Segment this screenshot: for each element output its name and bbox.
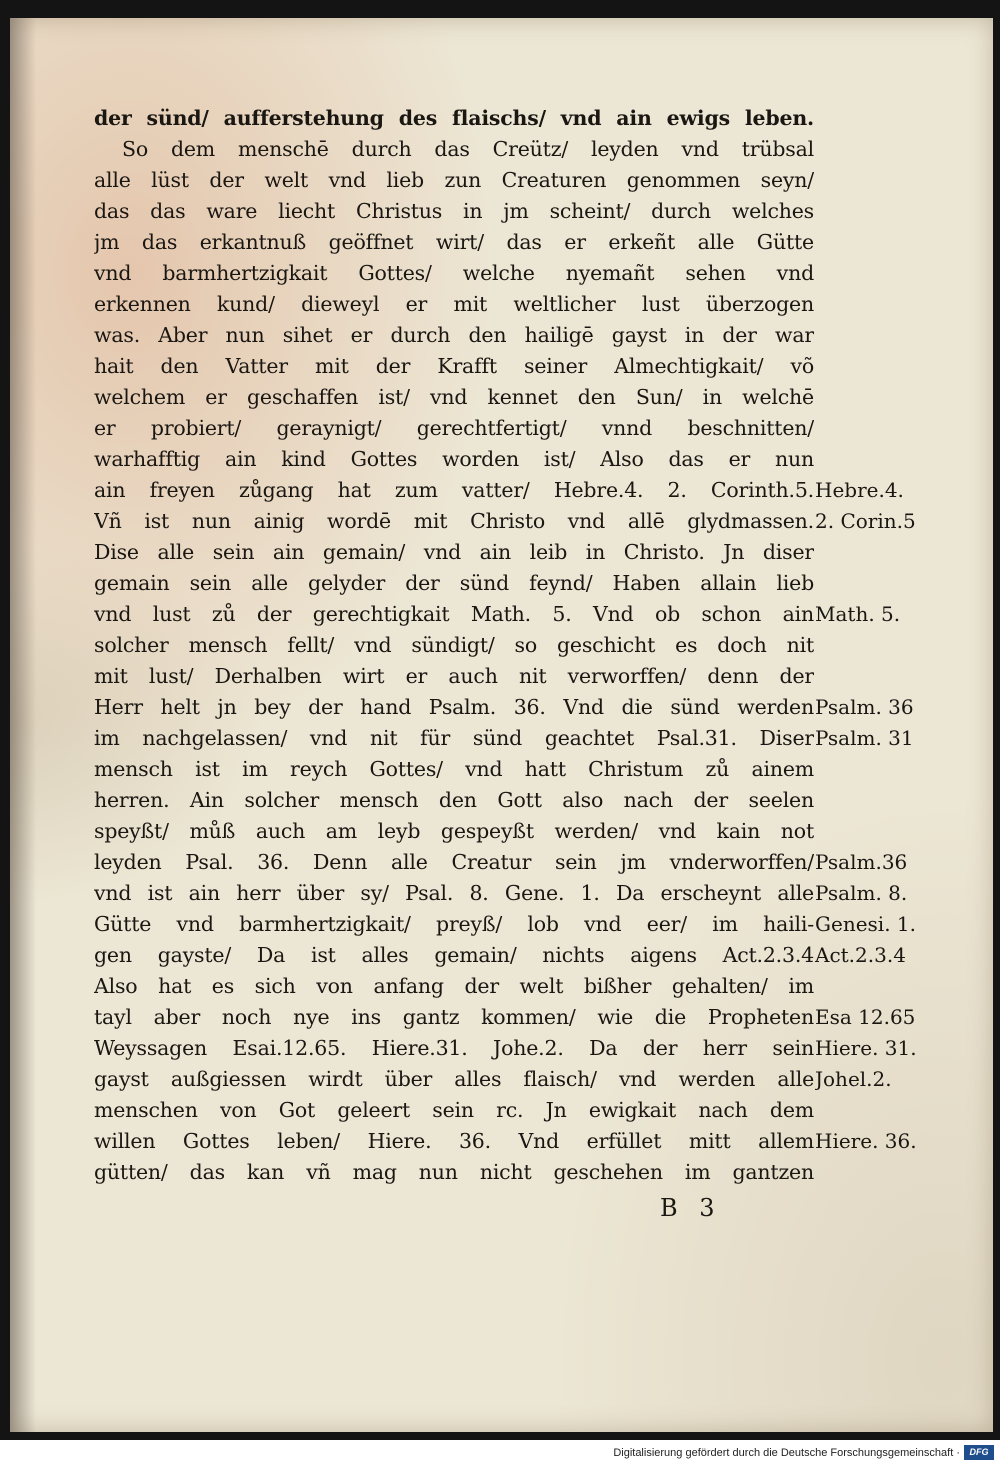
text-line: So dem menschē durch das Creütz/ leyden vnd trübsal xyxy=(122,137,814,161)
marginal-note: Psalm. 36 xyxy=(815,695,914,719)
text-line: vnd barmhertzigkait Gottes/ welche nyemañt sehen vnd xyxy=(94,261,814,285)
text-line: speyßt/ můß auch am leyb gespeyßt werden/ vnd kain not xyxy=(94,819,814,843)
marginal-note: Hebre.4. xyxy=(815,478,904,502)
text-line: hait den Vatter mit der Krafft seiner Almechtigkait/ võ xyxy=(94,354,814,378)
marginal-note: Johel.2. xyxy=(815,1067,892,1091)
text-line: im nachgelassen/ vnd nit für sünd geachtet Psal.31. Diser xyxy=(94,726,814,750)
text-line: menschen von Got geleert sein rc. Jn ewigkait nach dem xyxy=(94,1098,814,1122)
dfg-logo-icon: DFG xyxy=(964,1445,994,1460)
marginal-note: Hiere. 36. xyxy=(815,1129,917,1153)
page-spine-shadow xyxy=(10,18,36,1432)
text-line: was. Aber nun sihet er durch den hailigē gayst in der war xyxy=(94,323,814,347)
text-line: gemain sein alle gelyder der sünd feynd/ Haben allain lieb xyxy=(94,571,814,595)
footer-bar xyxy=(0,1440,1000,1467)
marginal-note: Genesi. 1. xyxy=(815,912,916,936)
marginal-note: Psalm. 8. xyxy=(815,881,908,905)
text-line: welchem er geschaffen ist/ vnd kennet den Sun/ in welchē xyxy=(94,385,814,409)
text-line: der sünd/ aufferstehung des flaischs/ vnd ain ewigs leben. xyxy=(94,106,814,130)
marginal-note: 2. Corin.5 xyxy=(815,509,916,533)
text-line: alle lüst der welt vnd lieb zun Creaturen genommen seyn/ xyxy=(94,168,814,192)
marginal-note: Psalm. 31 xyxy=(815,726,914,750)
book-page xyxy=(10,18,993,1432)
text-line: Vñ ist nun ainig wordē mit Christo vnd allē glydmassen. xyxy=(94,509,814,533)
marginal-note: Math. 5. xyxy=(815,602,901,626)
text-line: solcher mensch fellt/ vnd sündigt/ so geschicht es doch nit xyxy=(94,633,814,657)
text-line: Herr helt jn bey der hand Psalm. 36. Vnd die sünd werden xyxy=(94,695,814,719)
text-line: Gütte vnd barmhertzigkait/ preyß/ lob vnd eer/ im haili- xyxy=(94,912,814,936)
marginal-note: Act.2.3.4 xyxy=(815,943,906,967)
text-line: jm das erkantnuß geöffnet wirt/ das er erkeñt alle Gütte xyxy=(94,230,814,254)
text-line: mensch ist im reych Gottes/ vnd hatt Christum zů ainem xyxy=(94,757,814,781)
signature-mark: B 3 xyxy=(660,1194,715,1222)
text-line: gütten/ das kan vñ mag nun nicht geschehen im gantzen xyxy=(94,1160,814,1184)
marginal-note: Psalm.36 xyxy=(815,850,908,874)
text-line: warhafftig ain kind Gottes worden ist/ Also das er nun xyxy=(94,447,814,471)
text-line: Weyssagen Esai.12.65. Hiere.31. Johe.2. Da der herr sein xyxy=(94,1036,814,1060)
text-line: willen Gottes leben/ Hiere. 36. Vnd erfüllet mitt allem xyxy=(94,1129,814,1153)
marginal-note: Hiere. 31. xyxy=(815,1036,917,1060)
text-line: er probiert/ geraynigt/ gerechtfertigt/ vnnd beschnitten/ xyxy=(94,416,814,440)
text-line: vnd lust zů der gerechtigkait Math. 5. Vnd ob schon ain xyxy=(94,602,814,626)
text-line: gayst außgiessen wirdt über alles flaisch/ vnd werden alle xyxy=(94,1067,814,1091)
text-line: ain freyen zůgang hat zum vatter/ Hebre.4. 2. Corinth.5. xyxy=(94,478,814,502)
marginal-note: Esa 12.65 xyxy=(815,1005,916,1029)
text-line: tayl aber noch nye ins gantz kommen/ wie die Propheten xyxy=(94,1005,814,1029)
text-line: mit lust/ Derhalben wirt er auch nit verworffen/ denn der xyxy=(94,664,814,688)
text-line: gen gayste/ Da ist alles gemain/ nichts aigens Act.2.3.4 xyxy=(94,943,814,967)
text-line: das das ware liecht Christus in jm scheint/ durch welches xyxy=(94,199,814,223)
text-line: Dise alle sein ain gemain/ vnd ain leib in Christo. Jn diser xyxy=(94,540,814,564)
text-line: herren. Ain solcher mensch den Gott also nach der seelen xyxy=(94,788,814,812)
text-line: Also hat es sich von anfang der welt bißher gehalten/ im xyxy=(94,974,814,998)
funding-credit: Digitalisierung gefördert durch die Deutsche Forschungsgemeinschaft · xyxy=(613,1447,960,1459)
text-line: vnd ist ain herr über sy/ Psal. 8. Gene. 1. Da erscheynt alle xyxy=(94,881,814,905)
text-line: erkennen kund/ dieweyl er mit weltlicher lust überzogen xyxy=(94,292,814,316)
text-line: leyden Psal. 36. Denn alle Creatur sein jm vnderworffen/ xyxy=(94,850,814,874)
